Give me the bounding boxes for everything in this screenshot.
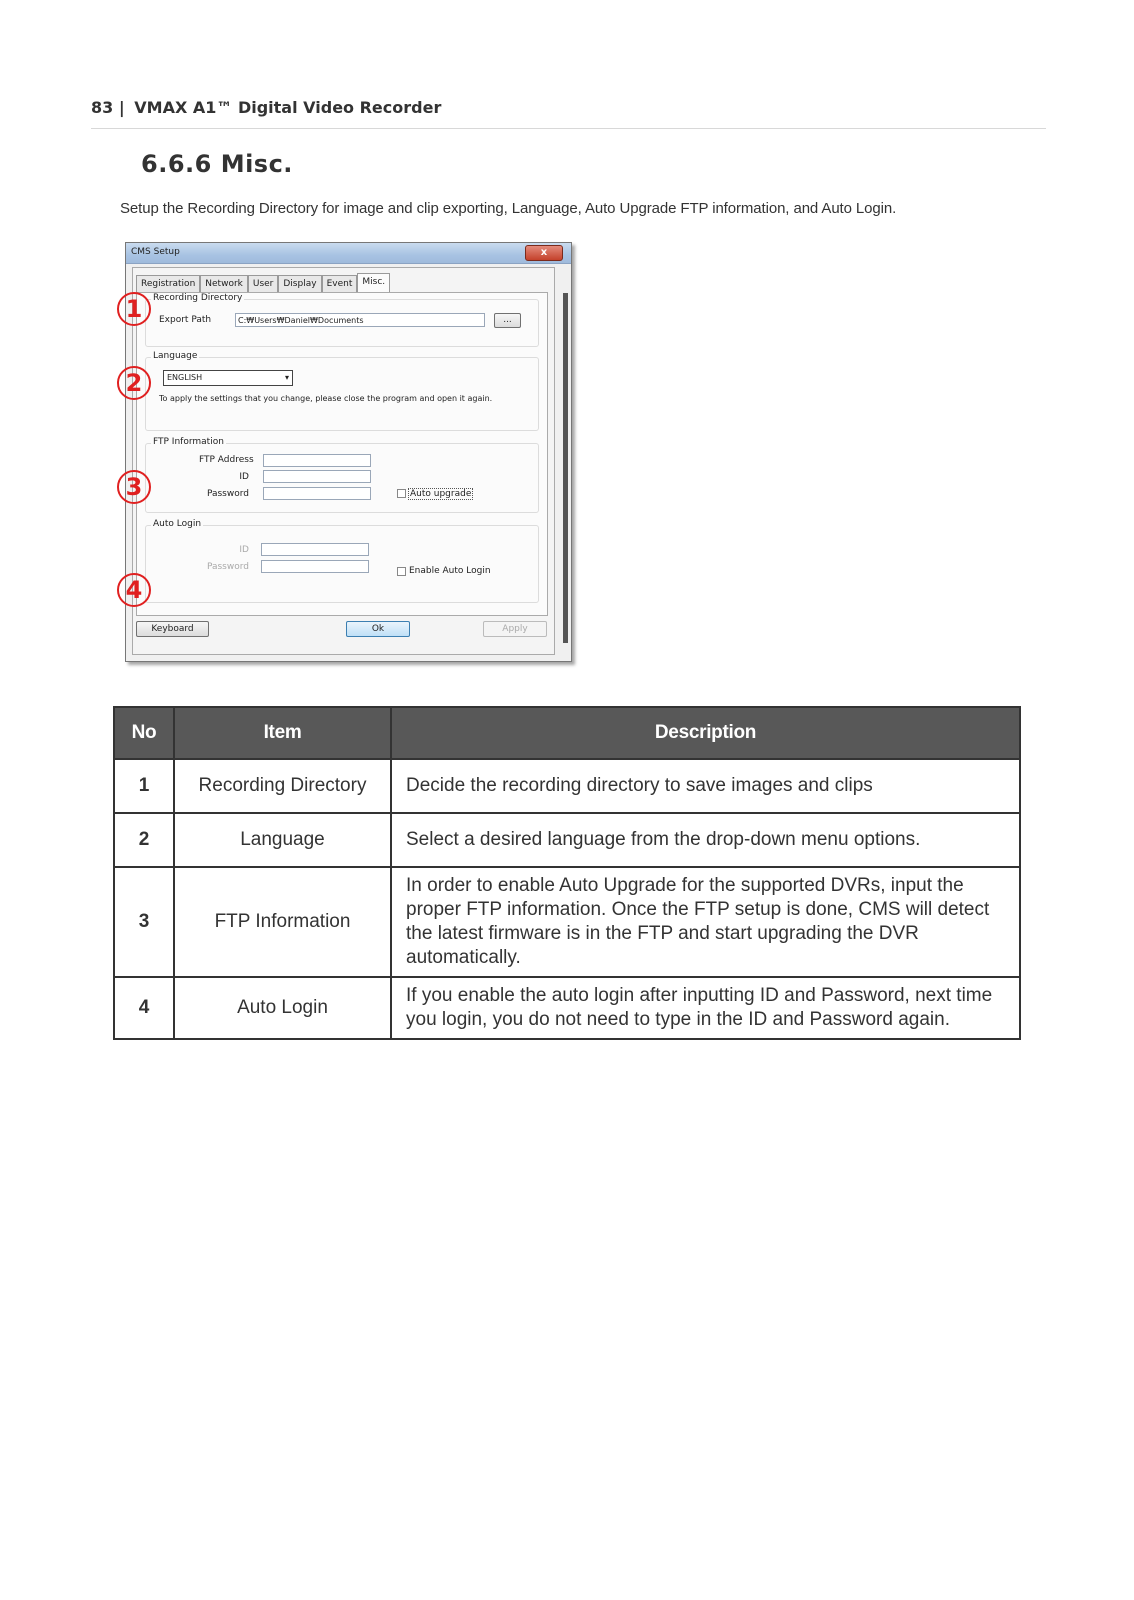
header-item: Item <box>174 707 391 759</box>
auto-login-password-label: Password <box>206 562 249 572</box>
callout-marker-3: 3 <box>117 470 151 504</box>
language-note: To apply the settings that you change, please close the program and open it again. <box>159 394 493 403</box>
row-item: Language <box>174 813 391 867</box>
settings-description-table <box>113 706 1021 1040</box>
header-description: Description <box>391 707 1020 759</box>
row-number: 1 <box>114 759 174 813</box>
section-intro: Setup the Recording Directory for image and clip exporting, Language, Auto Upgrade FTP information, and Auto Login. <box>120 200 897 217</box>
table-header-row <box>114 707 1020 759</box>
auto-login-label: Auto Login <box>153 519 202 529</box>
header-no: No <box>114 707 174 759</box>
callout-marker-1: 1 <box>117 292 151 326</box>
ftp-address-label: FTP Address <box>199 455 254 465</box>
document-title: VMAX A1™ Digital Video Recorder <box>134 98 442 117</box>
enable-auto-login-checkbox[interactable] <box>397 567 406 576</box>
ftp-address-input[interactable] <box>263 454 371 467</box>
tab-event[interactable]: Event <box>322 275 358 292</box>
tab-user[interactable]: User <box>248 275 279 292</box>
cms-setup-dialog <box>125 242 572 662</box>
tab-display[interactable]: Display <box>278 275 321 292</box>
section-title: 6.6.6 Misc. <box>141 150 293 178</box>
row-number: 3 <box>114 867 174 977</box>
row-item: Auto Login <box>174 977 391 1039</box>
ftp-label: FTP Information <box>153 437 224 447</box>
keyboard-button[interactable]: Keyboard <box>136 621 209 637</box>
dialog-edge-shadow <box>563 293 568 643</box>
close-icon[interactable]: x <box>525 245 563 261</box>
auto-upgrade-checkbox[interactable] <box>397 489 406 498</box>
ok-button[interactable]: Ok <box>346 621 410 637</box>
recording-directory-label: Recording Directory <box>153 293 243 303</box>
browse-button[interactable]: ... <box>494 313 521 328</box>
auto-upgrade-label: Auto upgrade <box>410 489 472 499</box>
page-number: 83 | <box>91 98 125 117</box>
chevron-down-icon: ▾ <box>284 373 289 382</box>
auto-login-id-input[interactable] <box>261 543 369 556</box>
language-label: Language <box>153 351 198 361</box>
table-row <box>114 759 1020 813</box>
dialog-title: CMS Setup <box>131 247 180 257</box>
misc-panel <box>136 292 548 616</box>
export-path-field[interactable]: C:₩Users₩Daniel₩Documents <box>235 313 485 327</box>
ftp-id-label: ID <box>239 472 249 482</box>
language-select[interactable] <box>163 370 293 386</box>
tab-misc[interactable]: Misc. <box>357 273 390 293</box>
table-row <box>114 813 1020 867</box>
export-path-label: Export Path <box>159 315 212 325</box>
auto-login-password-input[interactable] <box>261 560 369 573</box>
table-row <box>114 867 1020 977</box>
row-item: Recording Directory <box>174 759 391 813</box>
ftp-password-input[interactable] <box>263 487 371 500</box>
enable-auto-login-label: Enable Auto Login <box>409 566 491 576</box>
callout-marker-2: 2 <box>117 366 151 400</box>
tab-strip <box>136 273 390 291</box>
ftp-id-input[interactable] <box>263 470 371 483</box>
row-number: 4 <box>114 977 174 1039</box>
row-description: In order to enable Auto Upgrade for the supported DVRs, input the proper FTP information. Once the FTP setup is done, CMS will detect the latest firmware is in the FTP and start upgrading the DVR automatically. <box>391 867 1020 977</box>
language-selected: ENGLISH <box>167 373 203 382</box>
dialog-titlebar <box>126 243 571 264</box>
page-header <box>91 98 1046 129</box>
row-description: Decide the recording directory to save images and clips <box>391 759 1020 813</box>
row-description: If you enable the auto login after inputting ID and Password, next time you login, you do not need to type in the ID and Password again. <box>391 977 1020 1039</box>
row-item: FTP Information <box>174 867 391 977</box>
tab-network[interactable]: Network <box>200 275 248 292</box>
tab-registration[interactable]: Registration <box>136 275 200 292</box>
ftp-password-label: Password <box>206 489 249 499</box>
auto-login-id-label: ID <box>239 545 249 555</box>
row-description: Select a desired language from the drop-down menu options. <box>391 813 1020 867</box>
apply-button[interactable]: Apply <box>483 621 547 637</box>
callout-marker-4: 4 <box>117 573 151 607</box>
table-row <box>114 977 1020 1039</box>
row-number: 2 <box>114 813 174 867</box>
